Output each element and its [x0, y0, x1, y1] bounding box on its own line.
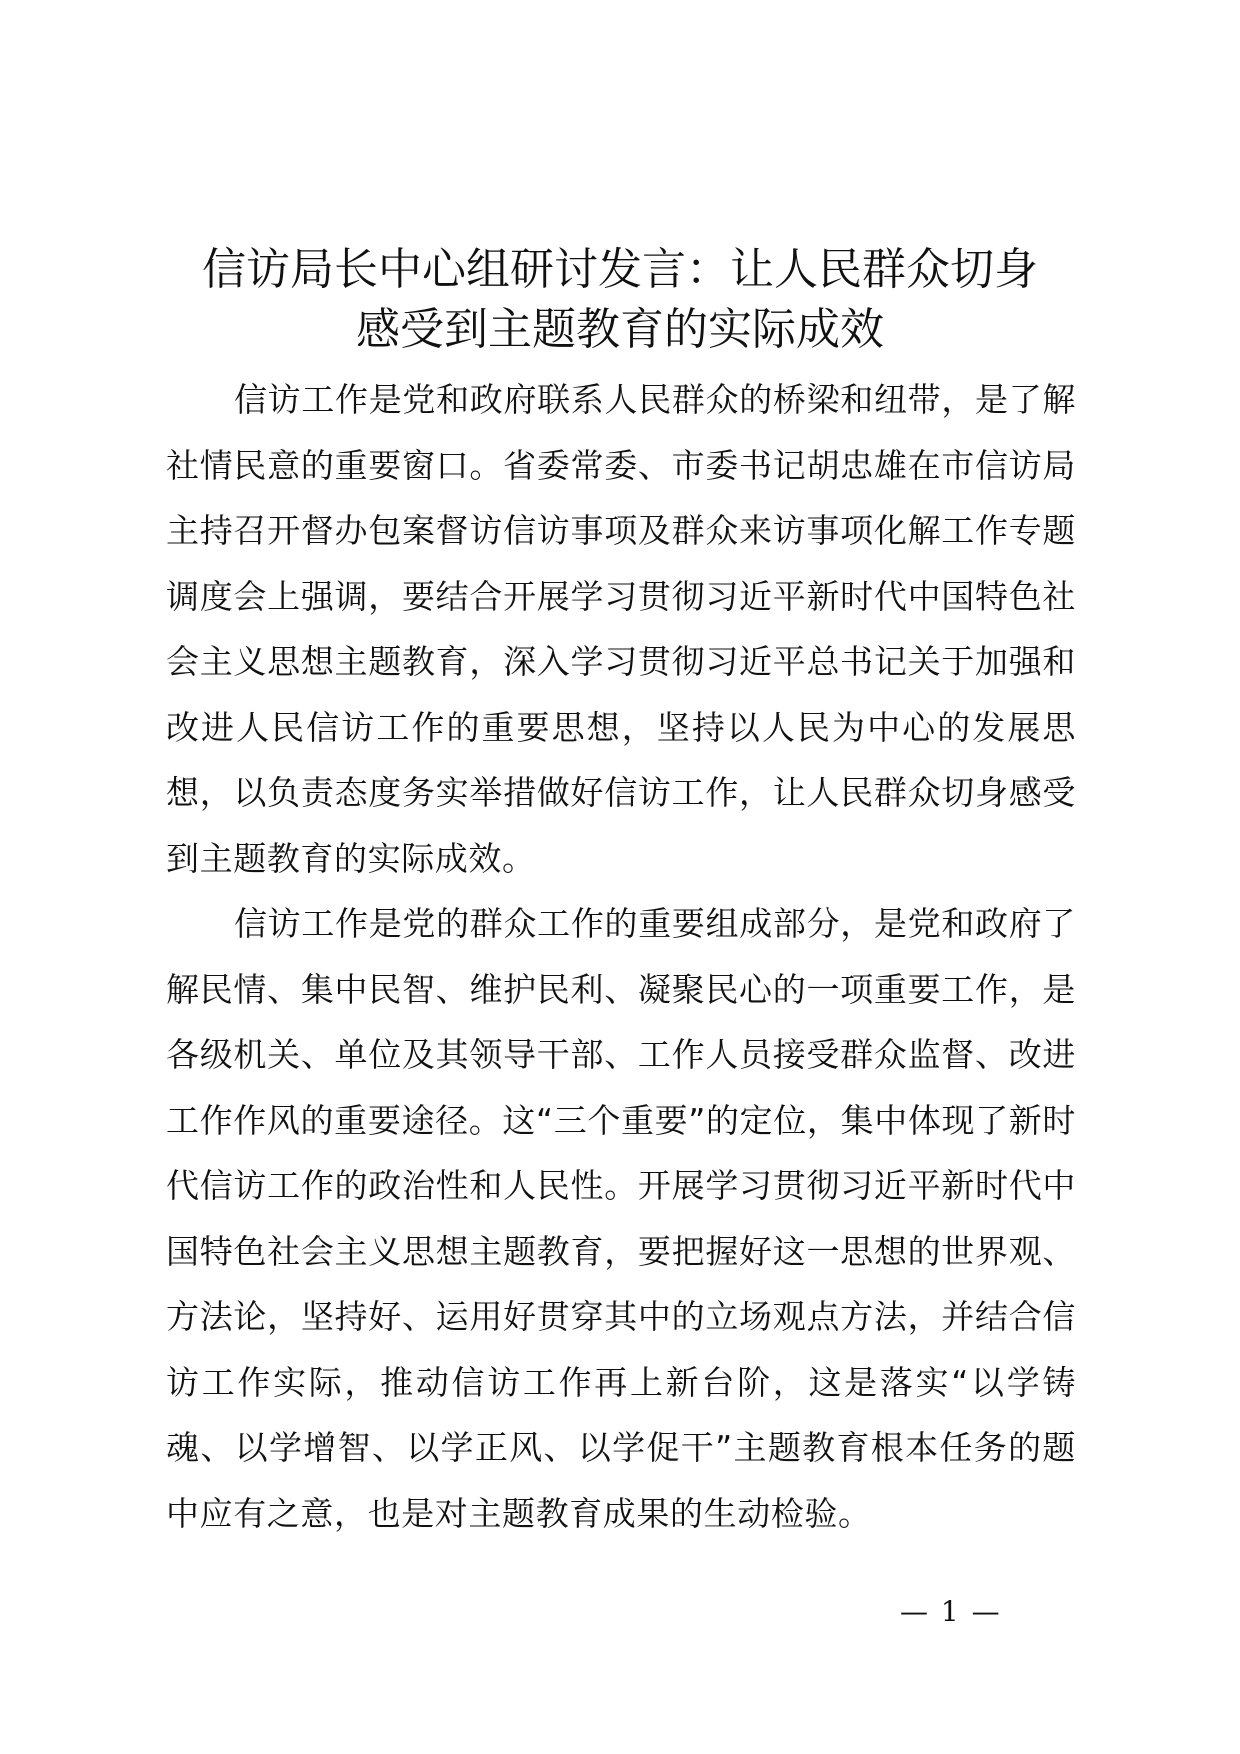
document-title [150, 240, 1090, 360]
page-number: — 1 — [900, 1595, 1002, 1628]
paragraph-2: 信访工作是党的群众工作的重要组成部分，是党和政府了解民情、集中民智、维护民利、凝聚民心的一项重要工作，是各级机关、单位及其领导干部、工作人员接受群众监督、改进工作作风的重要途径。这“三个重要”的定位，集中体现了新时代信访工作的政治性和人民性。开展学习贯彻习近平新时代中国特色社会主义思想主题教育，要把握好这一思想的世界观、方法论，坚持好、运用好贯穿其中的立场观点方法，并结合信访工作实际，推动信访工作再上新台阶，这是落实“以学铸魂、以学增智、以学正风、以学促干”主题教育根本任务的题中应有之意，也是对主题教育成果的生动检验。 [166, 904, 1076, 1533]
paragraph-1: 信访工作是党和政府联系人民群众的桥梁和纽带，是了解社情民意的重要窗口。省委常委、市委书记胡忠雄在市信访局主持召开督办包案督访信访事项及群众来访事项化解工作专题调度会上强调，要结合开展学习贯彻习近平新时代中国特色社会主义思想主题教育，深入学习贯彻习近平总书记关于加强和改进人民信访工作的重要思想，坚持以人民为中心的发展思想，以负责态度务实举措做好信访工作，让人民群众切身感受到主题教育的实际成效。 [166, 380, 1076, 878]
document-body [166, 367, 1076, 1546]
title-line-2: 感受到主题教育的实际成效 [356, 304, 884, 355]
title-line-1: 信访局长中心组研讨发言：让人民群众切身 [202, 244, 1038, 295]
